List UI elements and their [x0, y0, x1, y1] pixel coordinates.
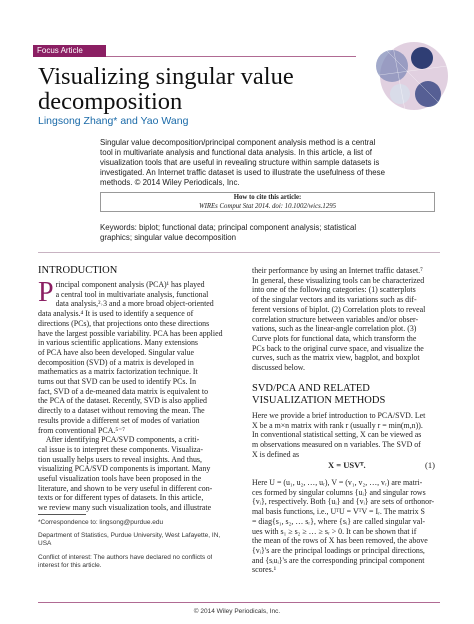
cite-text: WIREs Comput Stat 2014. doi: 10.1002/wics.1295: [198, 202, 337, 210]
abstract-line: visualization tools that are useful in revealing structure within sample datasets is: [100, 158, 380, 167]
page-footer: © 2014 Wiley Periodicals, Inc.: [193, 608, 281, 615]
right-line: vations, such as the linear-angle correlation plot. (3): [252, 324, 417, 334]
conflict-line: interest for this article.: [38, 562, 102, 569]
article-title: [38, 64, 338, 114]
equation: X = USVᵀ.: [328, 460, 366, 470]
intro-line: directions (PCs), that projections onto these directions: [38, 318, 210, 328]
footer-rule: [38, 602, 440, 603]
intro-line: After identifying PCA/SVD components, a criti-: [38, 435, 200, 445]
svd-heading: [252, 383, 385, 407]
right-line: curves, such as the matrix view, bagplot, and boxplot: [252, 353, 420, 363]
focus-article-badge: Focus Article: [33, 45, 106, 57]
intro-line: cal issue is to interpret these components. Visualiza-: [38, 444, 204, 454]
svd-line: mal basis functions, i.e., UᵀU = VᵀV = Iᵣ. The matrix S: [252, 507, 425, 517]
svd-line: ces formed by singular columns {uᵢ} and singular rows: [252, 487, 426, 497]
intro-line: we review many such visualization tools, and illustrate: [38, 503, 212, 513]
affiliation-line: USA: [38, 540, 52, 547]
intro-line: a central tool in multivariate analysis, functional: [55, 289, 209, 299]
header-rule: [106, 56, 356, 57]
right-line: In general, these visualizing tools can be characterized: [252, 275, 425, 285]
right-line: PCs back to the original curve space, and visualize the: [252, 343, 424, 353]
intro-body: [38, 277, 232, 513]
svd-body-a: [252, 411, 442, 460]
intro-line: of PCA have also been developed. Singular value: [38, 347, 195, 357]
keywords-line: Keywords: biplot; functional data; principal component analysis; statistical: [100, 223, 357, 232]
svd-line: Here U = (u₁, u₂, …, uᵣ), V = (v₁, v₂, …, vᵣ) are matri-: [252, 478, 423, 487]
right-line: Curve plots for functional data, which transform the: [252, 333, 417, 343]
intro-line: fact, SVD of a de-meaned data matrix is equivalent to: [38, 386, 209, 396]
svd-heading-line: SVD/PCA AND RELATED: [252, 383, 370, 394]
cite-box: [100, 192, 435, 212]
right-line: discussed below.: [252, 363, 305, 373]
journal-logo: [352, 36, 452, 126]
intro-line: data analysis.⁴ It is used to identify a sequence of: [38, 309, 194, 319]
svd-line: {vᵢ}, respectively. Both {uᵢ} and {vᵢ} are sets of orthonor-: [252, 497, 435, 507]
intro-line: in various scientific applications. Many extensions: [38, 338, 198, 348]
intro-line: turns out that SVD can be used to identify PCs. In: [38, 377, 197, 387]
right-line: correlation structure between variables and/or obser-: [252, 314, 419, 324]
intro-line: rincipal component analysis (PCA)¹ has played: [55, 280, 205, 289]
intro-heading: INTRODUCTION: [38, 265, 118, 276]
svd-line: and {sᵢuᵢ}'s are the corresponding principal component: [252, 555, 425, 565]
intro-line: decomposition (SVD) of a matrix is developed in: [38, 357, 194, 367]
right-line: into one of the following categories: (1) scatterplots: [252, 285, 416, 295]
affiliation-line: Department of Statistics, Purdue University, West Lafayette, IN,: [38, 532, 221, 539]
intro-line: useful visualization tools have been proposed in the: [38, 474, 202, 484]
right-line: of the singular vectors and its variations such as dif-: [252, 295, 417, 305]
right-column-text: [252, 266, 442, 373]
keywords-line: graphics; singular value decomposition: [100, 233, 236, 242]
svd-line: In conventional statistical setting, X can be viewed as: [252, 430, 422, 440]
intro-line: the PCA of the dataset. Recently, SVD is also applied: [38, 396, 207, 406]
svd-line: scores.¹: [252, 565, 277, 575]
intro-line: tion usually helps users to reveal insights. And thus,: [38, 454, 202, 464]
equation-number: (1): [425, 460, 435, 470]
footnote-correspondence: *Correspondence to: lingsong@purdue.edu: [38, 519, 164, 526]
cite-heading: How to cite this article:: [233, 194, 302, 201]
svd-line: X be a m×n matrix with rank r (usually r = min(m,n)).: [252, 420, 423, 430]
conflict-line: Conflict of interest: The authors have declared no conflicts of: [38, 554, 213, 561]
abstract-line: Singular value decomposition/principal component analysis method is a central: [100, 138, 376, 147]
intro-line: results provide a different set of modes of variation: [38, 415, 200, 425]
abstract: [100, 138, 438, 188]
intro-line: have the largest possible variability. PCA has been applied: [38, 328, 223, 338]
svd-body-b: [252, 478, 442, 575]
footnote-conflict: [38, 554, 212, 570]
keywords: [100, 223, 438, 243]
abstract-line: investigated. An Internet traffic dataset is used to illustrate the usefulness of these: [100, 168, 385, 177]
intro-line: visualizing PCA/SVD components is important. Many: [38, 464, 211, 474]
svd-line: X is defined as: [252, 449, 300, 459]
footnote-affiliation: [38, 532, 220, 548]
section-rule: [38, 252, 440, 253]
title-line: decomposition: [38, 89, 183, 114]
intro-line: from conventional PCA.⁵⁻⁷: [38, 425, 126, 435]
svd-line: m observations measured on n variables. The SVD of: [252, 440, 421, 450]
intro-line: directly to a dataset without removing the mean. The: [38, 406, 205, 416]
svd-line: ues with s₁ ≥ s₂ ≥ … ≥ sᵣ > 0. It can be shown that if: [252, 526, 417, 536]
intro-line: mathematics as a matrix factorization technique. It: [38, 367, 198, 377]
abstract-line: methods. © 2014 Wiley Periodicals, Inc.: [100, 178, 240, 187]
right-line: ferent versions of biplot. (2) Correlation plots to reveal: [252, 304, 426, 314]
authors: Lingsong Zhang* and Yao Wang: [38, 115, 189, 127]
intro-line: literature, and shown to be very useful in different con-: [38, 483, 213, 493]
footnote-rule: [38, 514, 86, 515]
svd-line: = diag{s₁, s₂, … sᵣ}, where {sᵢ} are called singular val-: [252, 516, 426, 526]
svd-line: the mean of the rows of X has been removed, the above: [252, 536, 428, 546]
svd-line: {vᵢ}'s are the principal loadings or principal directions,: [252, 545, 425, 555]
svd-heading-line: VISUALIZATION METHODS: [252, 395, 386, 406]
intro-line: data analysis,²˒3 and a more broad object-oriented: [55, 299, 214, 309]
title-line: Visualizing singular value: [38, 64, 294, 89]
svd-line: Here we provide a brief introduction to PCA/SVD. Let: [252, 411, 426, 420]
intro-line: texts or for different types of datasets. In this article,: [38, 493, 204, 503]
abstract-line: tool in multivariate analysis and functional data analysis. In this article, a list of: [100, 148, 372, 157]
dropcap: P: [38, 277, 54, 308]
right-line: their performance by using an Internet traffic dataset.⁷: [252, 266, 423, 275]
